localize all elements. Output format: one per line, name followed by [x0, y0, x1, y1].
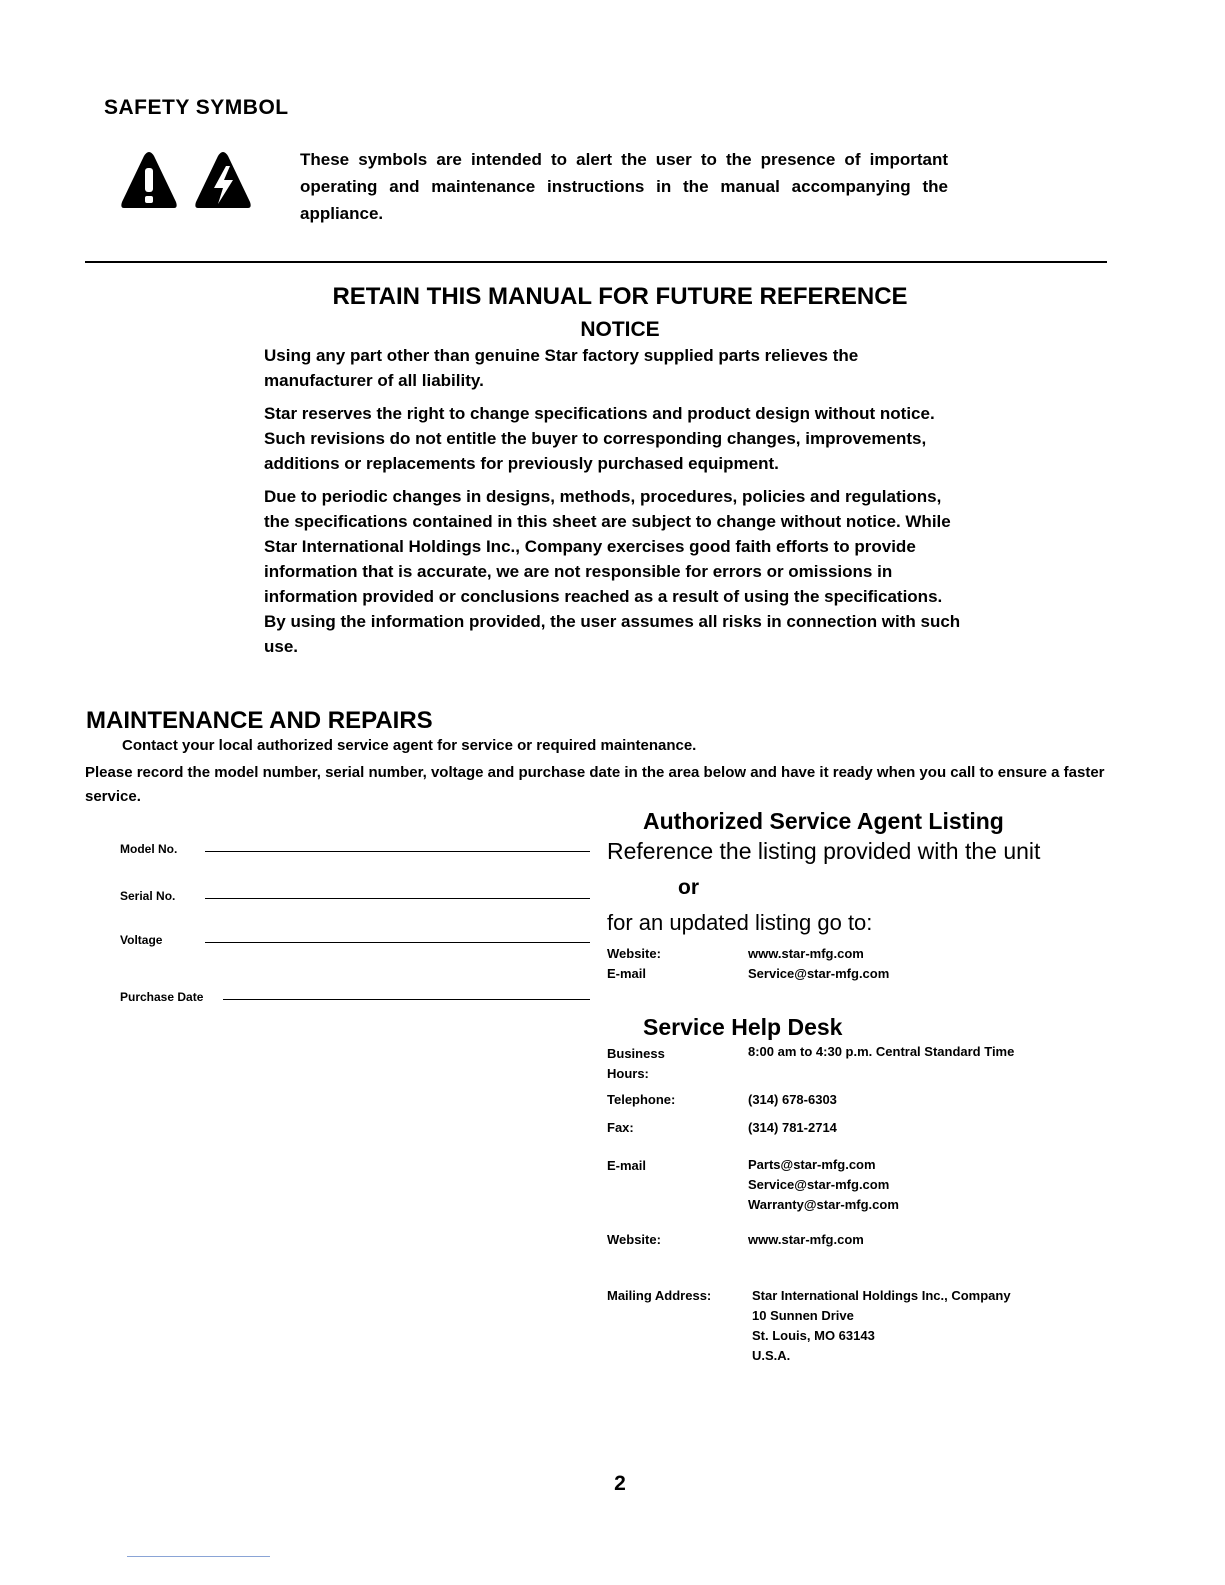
model-number-label: Model No. [120, 842, 178, 856]
service-email-link[interactable]: Service@star-mfg.com [748, 1177, 890, 1192]
voltage-label: Voltage [120, 933, 163, 947]
footer-rule [127, 1556, 270, 1557]
voltage-field[interactable] [120, 925, 590, 947]
business-hours-value: 8:00 am to 4:30 p.m. Central Standard Time [748, 1044, 1015, 1059]
agent-email-link[interactable]: Service@star-mfg.com [748, 966, 890, 981]
agent-website-label: Website: [607, 946, 661, 961]
serial-number-field[interactable] [120, 881, 590, 903]
model-number-line [205, 851, 590, 852]
mailing-address-line: U.S.A. [752, 1348, 791, 1363]
agent-listing-heading: Authorized Service Agent Listing [643, 808, 1004, 834]
help-email-list [748, 1155, 899, 1215]
help-email-label: E-mail [607, 1158, 647, 1173]
maintenance-contact-text: Contact your local authorized service agent for service or required maintenance. [122, 737, 697, 754]
agent-listing-reference: Reference the listing provided with the unit [607, 838, 1041, 864]
retain-manual-heading: RETAIN THIS MANUAL FOR FUTURE REFERENCE [332, 283, 908, 310]
maintenance-heading: MAINTENANCE AND REPAIRS [86, 707, 433, 734]
voltage-line [205, 942, 590, 943]
help-website-link[interactable]: www.star-mfg.com [748, 1232, 864, 1247]
mailing-address-line: Star International Holdings Inc., Company [752, 1288, 1011, 1303]
telephone-value: (314) 678-6303 [748, 1092, 837, 1107]
fax-value: (314) 781-2714 [748, 1120, 837, 1135]
serial-number-label: Serial No. [120, 889, 176, 903]
purchase-date-line [223, 999, 590, 1000]
safety-icons [120, 148, 260, 214]
fax-label: Fax: [607, 1120, 634, 1135]
serial-number-line [205, 898, 590, 899]
business-hours-label: Business Hours: [607, 1046, 665, 1081]
safety-symbol-heading: SAFETY SYMBOL [104, 96, 289, 119]
warranty-email-link[interactable]: Warranty@star-mfg.com [748, 1197, 899, 1212]
page-number: 2 [614, 1472, 626, 1495]
notice-paragraph: Using any part other than genuine Star factory supplied parts relieves the manufacturer of all liability. [264, 346, 859, 390]
electrical-hazard-icon [195, 152, 250, 208]
model-number-field[interactable] [120, 834, 590, 856]
notice-paragraph: Due to periodic changes in designs, methods, procedures, policies and regulations, the specifications contained in this sheet are subject to change without notice. While Star International Holdings Inc., Company exercises good faith efforts to provide information that is accurate, we are not responsible for errors or omissions in information provided or conclusions reached as a result of using the specifications. By using the information provided, the user assumes all risks in connection with such use. [264, 487, 961, 656]
notice-body [264, 343, 964, 667]
agent-listing-or: or [678, 876, 699, 899]
agent-listing-updated: for an updated listing go to: [607, 910, 873, 935]
mailing-address-line: St. Louis, MO 63143 [752, 1328, 875, 1343]
mailing-address-label: Mailing Address: [607, 1288, 712, 1303]
parts-email-link[interactable]: Parts@star-mfg.com [748, 1157, 876, 1172]
mailing-address-line: 10 Sunnen Drive [752, 1308, 854, 1323]
warning-exclamation-icon [121, 152, 176, 208]
agent-email-label: E-mail [607, 966, 647, 981]
agent-website-link[interactable]: www.star-mfg.com [748, 946, 864, 961]
section-divider [85, 261, 1107, 263]
telephone-label: Telephone: [607, 1092, 676, 1107]
notice-paragraph: Star reserves the right to change specifications and product design without notice. Such revisions do not entitle the buyer to corresponding changes, improvements, additions or replacements for previously purchased equipment. [264, 404, 935, 473]
maintenance-record-text: Please record the model number, serial number, voltage and purchase date in the area below and have it ready when you call to ensure a faster service. [85, 764, 1105, 805]
safety-symbol-description: These symbols are intended to alert the user to the presence of important operating and maintenance instructions in the manual accompanying the appliance. [300, 150, 948, 223]
notice-heading: NOTICE [580, 318, 660, 341]
purchase-date-label: Purchase Date [120, 990, 204, 1004]
purchase-date-field[interactable] [120, 982, 590, 1004]
help-desk-heading: Service Help Desk [643, 1014, 843, 1040]
help-website-label: Website: [607, 1232, 661, 1247]
mailing-address [752, 1286, 1011, 1366]
